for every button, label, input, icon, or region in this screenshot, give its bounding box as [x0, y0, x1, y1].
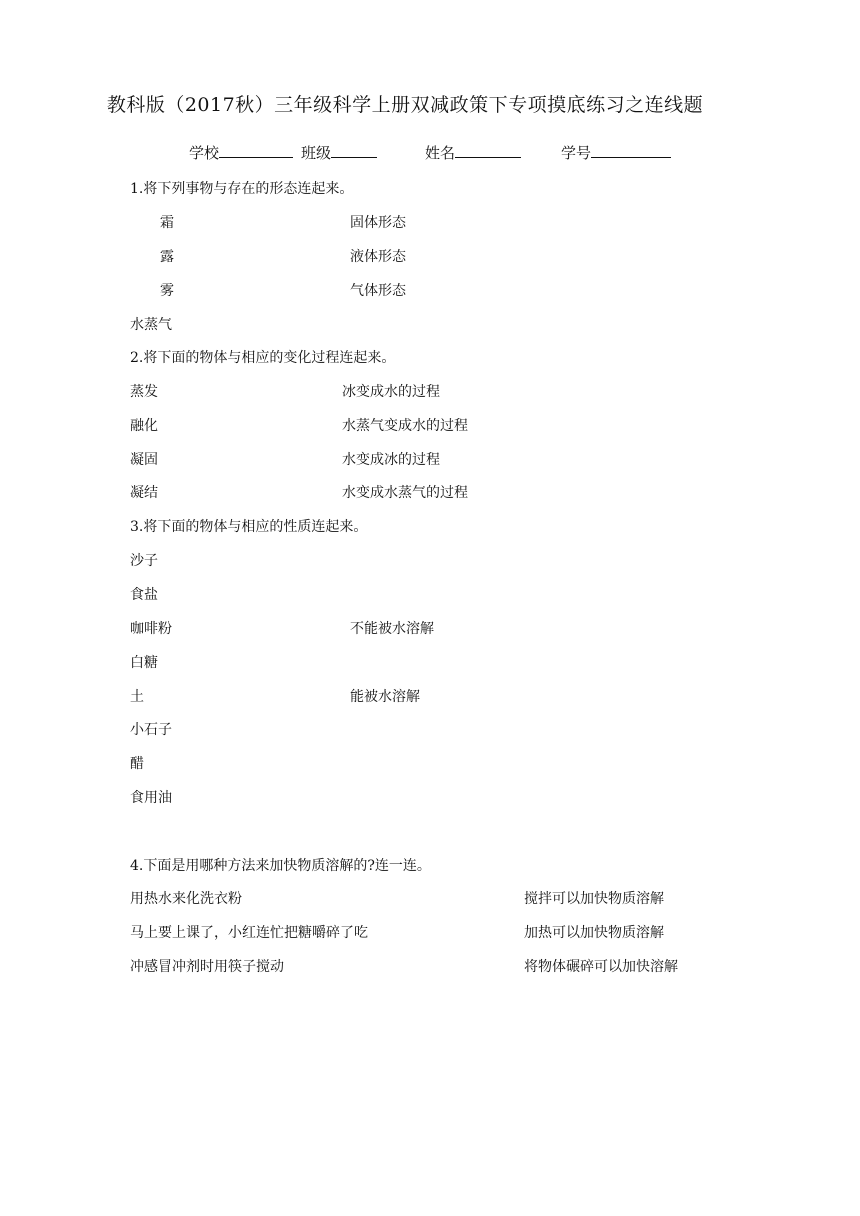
school-field[interactable] — [189, 143, 293, 162]
q1-left-item: 雾 — [160, 283, 174, 299]
name-label: 姓名 — [425, 144, 456, 162]
q1-left-item: 霜 — [160, 215, 174, 231]
q4-right-item: 搅拌可以加快物质溶解 — [524, 891, 664, 907]
q3-left-item: 白糖 — [130, 655, 158, 671]
q4-left-item: 马上要上课了，小红连忙把糖嚼碎了吃 — [130, 925, 368, 941]
document-title: 教科版（2017秋）三年级科学上册双减政策下专项摸底练习之连线题 — [106, 94, 704, 116]
q3-left-item: 土 — [130, 689, 144, 705]
number-field[interactable] — [561, 143, 671, 162]
q3-left-item: 沙子 — [130, 553, 158, 569]
q2-right-item: 水变成水蒸气的过程 — [342, 485, 468, 501]
name-blank — [455, 143, 521, 158]
q1-right-item: 固体形态 — [350, 215, 406, 231]
q3-right-item: 不能被水溶解 — [350, 621, 434, 637]
q3-left-item: 咖啡粉 — [130, 621, 172, 637]
q3-left-item: 醋 — [130, 756, 144, 772]
class-label: 班级 — [301, 144, 332, 162]
school-label: 学校 — [189, 144, 220, 162]
q2-left-item: 凝固 — [130, 452, 158, 468]
q2-left-item: 蒸发 — [130, 384, 158, 400]
q1-right-item: 气体形态 — [350, 283, 406, 299]
q2-right-item: 水变成冰的过程 — [342, 452, 440, 468]
q3-left-item: 小石子 — [130, 722, 172, 738]
q4-left-item: 冲感冒冲剂时用筷子搅动 — [130, 959, 284, 975]
class-field[interactable] — [301, 143, 377, 162]
number-blank — [591, 143, 671, 158]
q4-right-item: 将物体碾碎可以加快溶解 — [524, 959, 678, 975]
name-field[interactable] — [425, 143, 521, 162]
q2-left-item: 凝结 — [130, 485, 158, 501]
q3-right-item: 能被水溶解 — [350, 689, 420, 705]
q3-left-item: 食盐 — [130, 587, 158, 603]
number-label: 学号 — [561, 144, 592, 162]
q2-prompt: 2.将下面的物体与相应的变化过程连起来。 — [130, 350, 396, 366]
q1-left-item: 水蒸气 — [130, 317, 172, 333]
class-blank — [331, 143, 377, 158]
q2-right-item: 冰变成水的过程 — [342, 384, 440, 400]
q4-prompt: 4.下面是用哪种方法来加快物质溶解的?连一连。 — [130, 858, 431, 874]
q2-right-item: 水蒸气变成水的过程 — [342, 418, 468, 434]
q3-prompt: 3.将下面的物体与相应的性质连起来。 — [130, 519, 368, 535]
q4-left-item: 用热水来化洗衣粉 — [130, 891, 242, 907]
q4-right-item: 加热可以加快物质溶解 — [524, 925, 664, 941]
school-blank — [219, 143, 293, 158]
q1-left-item: 露 — [160, 249, 174, 265]
q1-prompt: 1.将下列事物与存在的形态连起来。 — [130, 181, 354, 197]
q1-right-item: 液体形态 — [350, 249, 406, 265]
q3-left-item: 食用油 — [130, 790, 172, 806]
q2-left-item: 融化 — [130, 418, 158, 434]
